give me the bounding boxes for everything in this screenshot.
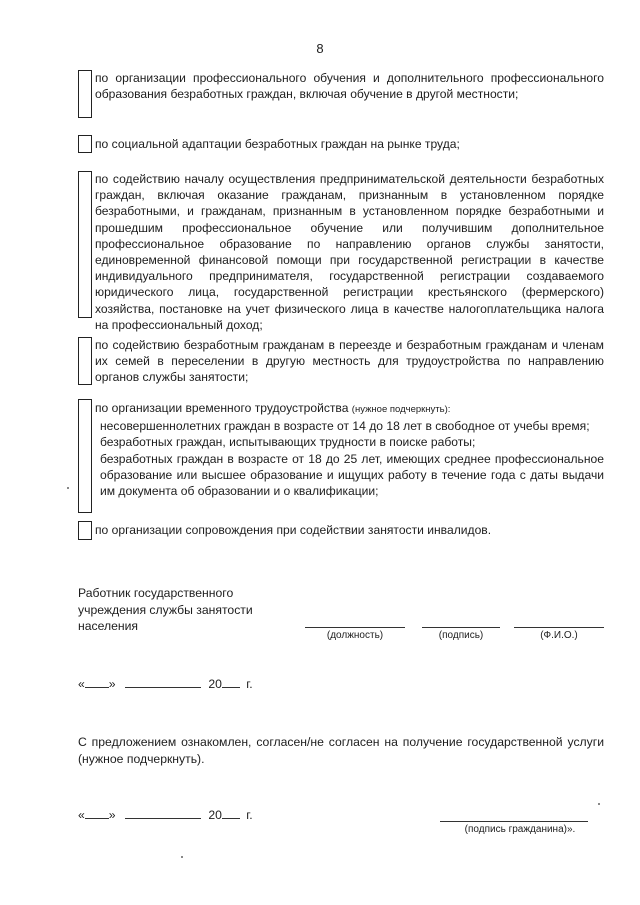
list-item: [78, 335, 604, 387]
checkbox[interactable]: [78, 337, 92, 385]
name-line[interactable]: [514, 627, 604, 628]
employee-signature-block: Работник государственного учреждения службы занятости населения: [78, 586, 253, 633]
scan-speck: [181, 856, 183, 858]
year-blank[interactable]: [222, 808, 240, 819]
checkbox[interactable]: [78, 399, 92, 513]
subitem: несовершеннолетних граждан в возрасте от 14 до 18 лет в свободное от учебы время;: [100, 419, 590, 434]
item-text: по социальной адаптации безработных граждан на рынке труда;: [95, 137, 460, 151]
checkbox[interactable]: [78, 70, 92, 118]
signature-line[interactable]: [422, 627, 500, 628]
subitem: безработных граждан, испытывающих трудности в поиске работы;: [100, 435, 476, 450]
page-number: 8: [316, 41, 324, 56]
item-heading: по организации временного трудоустройства (нужное подчеркнуть):: [95, 401, 451, 415]
consent-text: С предложением ознакомлен, согласен/не согласен на получение государственной услуги (нужное подчеркнуть).: [78, 735, 604, 766]
day-blank[interactable]: [85, 677, 109, 688]
scan-speck: [67, 487, 69, 489]
checkbox[interactable]: [78, 171, 92, 318]
item-text: по организации сопровождения при содействии занятости инвалидов.: [95, 523, 492, 537]
list-item: [78, 68, 604, 120]
list-item: [78, 133, 604, 155]
date-field[interactable]: « » 20 г.: [78, 677, 253, 691]
name-caption: (Ф.И.О.): [540, 630, 578, 641]
item-text: по организации профессионального обучения и дополнительного профессионального образования безработных граждан, включая обучение в другой местности;: [95, 71, 604, 102]
position-line[interactable]: [305, 627, 405, 628]
checkbox[interactable]: [78, 135, 92, 153]
checkbox[interactable]: [78, 521, 92, 540]
year-blank[interactable]: [222, 677, 240, 688]
scan-speck: [598, 803, 600, 805]
list-item: [78, 398, 604, 516]
day-blank[interactable]: [85, 808, 109, 819]
subitem: безработных граждан в возрасте от 18 до 25 лет, имеющих среднее профессиональное образование или высшее образование и ищущих работу в течение года с даты выдачи им документа об образовании и о квалификации;: [100, 451, 604, 499]
list-item: [78, 519, 604, 541]
date-field[interactable]: « » 20 г.: [78, 808, 253, 822]
position-caption: (должность): [326, 630, 384, 641]
citizen-signature-caption: (подпись гражданина)».: [464, 824, 576, 835]
month-blank[interactable]: [125, 677, 201, 688]
signature-caption: (подпись): [438, 630, 484, 641]
hint: (нужное подчеркнуть):: [351, 404, 451, 415]
list-item: [78, 169, 604, 332]
item-text: по содействию началу осуществления предпринимательской деятельности безработных граждан, включая оказание гражданам, признанным в установленном порядке безработными, и гражданам, признанным в установленном порядке безработными и прошедшим профессиональное обучение или получившим дополнительное профессиональное образование по направлению органов службы занятости, единовременной финансовой помощи при государственной регистрации в качестве индивидуального предпринимателя, государственной регистрации создаваемого юридического лица, государственной регистрации крестьянского (фермерского) хозяйства, постановке на учет физического лица в качестве налогоплательщика налога на профессиональный доход;: [95, 172, 604, 332]
item-text: по содействию безработным гражданам в переезде и безработным гражданам и членам их семей в переселении в другую местность для трудоустройства по направлению органов службы занятости;: [95, 338, 604, 385]
citizen-signature-line[interactable]: [440, 821, 588, 822]
month-blank[interactable]: [125, 808, 201, 819]
